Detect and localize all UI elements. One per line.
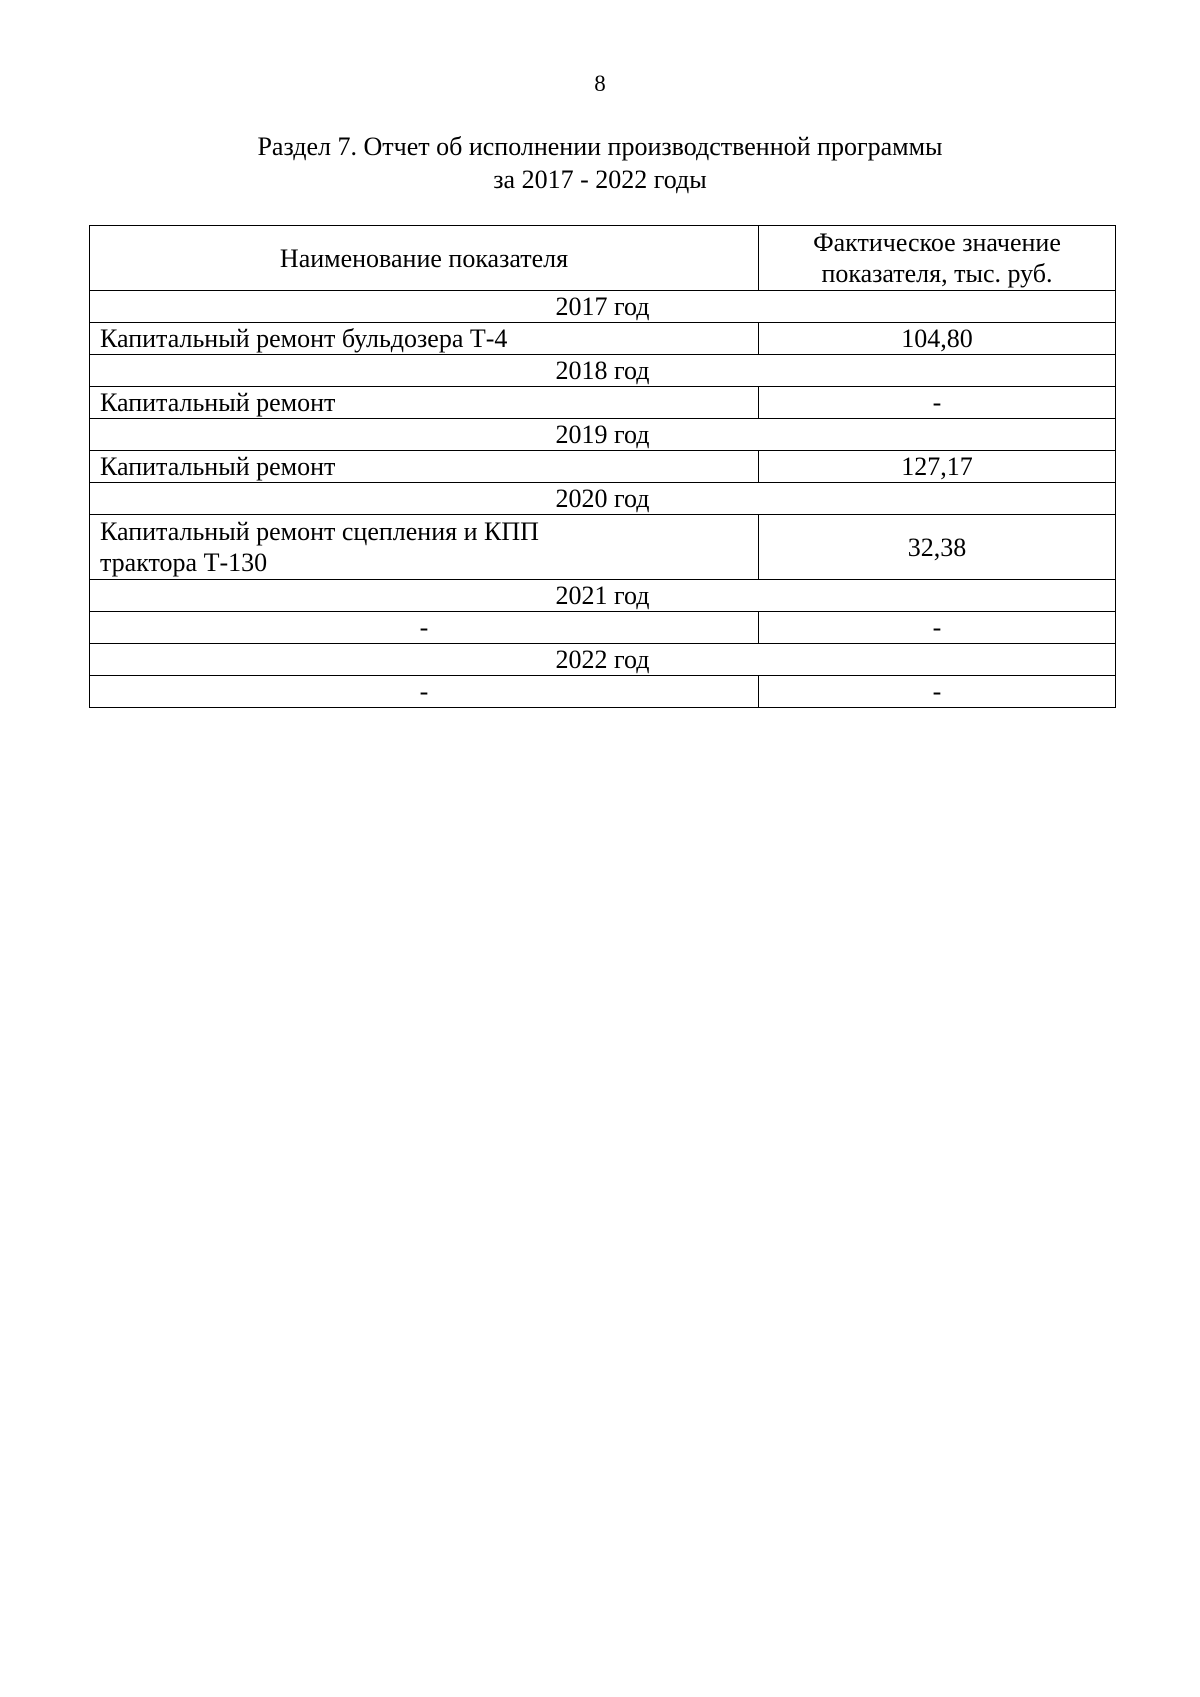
table-row (90, 515, 1116, 580)
indicator-name-line: Капитальный ремонт (100, 388, 336, 417)
year-section-row (90, 419, 1116, 451)
table-row (90, 676, 1116, 708)
header-indicator-name: Наименование показателя (90, 226, 759, 291)
indicator-name-line: трактора Т-130 (100, 548, 268, 577)
actual-value-cell: 32,38 (759, 515, 1116, 580)
indicator-name-cell (90, 387, 759, 419)
indicator-name-cell (90, 451, 759, 483)
actual-value-cell: 127,17 (759, 451, 1116, 483)
actual-value-cell: - (759, 387, 1116, 419)
indicator-name-line: Капитальный ремонт (100, 452, 336, 481)
indicator-name-cell (90, 676, 759, 708)
section-title-line-2: за 2017 - 2022 годы (493, 165, 707, 194)
indicator-name-line: Капитальный ремонт сцепления и КПП (100, 517, 539, 546)
indicator-name-cell (90, 515, 759, 580)
indicator-name-cell (90, 612, 759, 644)
year-label: 2018 год (90, 355, 1116, 387)
year-label: 2019 год (90, 419, 1116, 451)
section-title (0, 130, 1200, 196)
table-row (90, 612, 1116, 644)
table-header-row (90, 226, 1116, 291)
year-label: 2017 год (90, 291, 1116, 323)
production-program-report-table (89, 225, 1116, 708)
year-section-row (90, 483, 1116, 515)
page-number: 8 (594, 71, 606, 96)
year-section-row (90, 291, 1116, 323)
section-title-line-1: Раздел 7. Отчет об исполнении производственной программы (257, 132, 943, 161)
table-row (90, 323, 1116, 355)
header-actual-value-line-2: показателя, тыс. руб. (821, 259, 1053, 288)
year-label: 2021 год (90, 580, 1116, 612)
year-section-row (90, 644, 1116, 676)
indicator-name-cell (90, 323, 759, 355)
indicator-name-line: - (419, 613, 429, 642)
table-row (90, 451, 1116, 483)
actual-value-cell: - (759, 676, 1116, 708)
year-label: 2020 год (90, 483, 1116, 515)
actual-value-cell: - (759, 612, 1116, 644)
year-label: 2022 год (90, 644, 1116, 676)
indicator-name-line: - (419, 677, 429, 706)
header-actual-value (759, 226, 1116, 291)
table-row (90, 387, 1116, 419)
table-body (90, 291, 1116, 708)
year-section-row (90, 580, 1116, 612)
indicator-name-line: Капитальный ремонт бульдозера Т-4 (100, 324, 508, 353)
year-section-row (90, 355, 1116, 387)
actual-value-cell: 104,80 (759, 323, 1116, 355)
header-actual-value-line-1: Фактическое значение (813, 228, 1061, 257)
